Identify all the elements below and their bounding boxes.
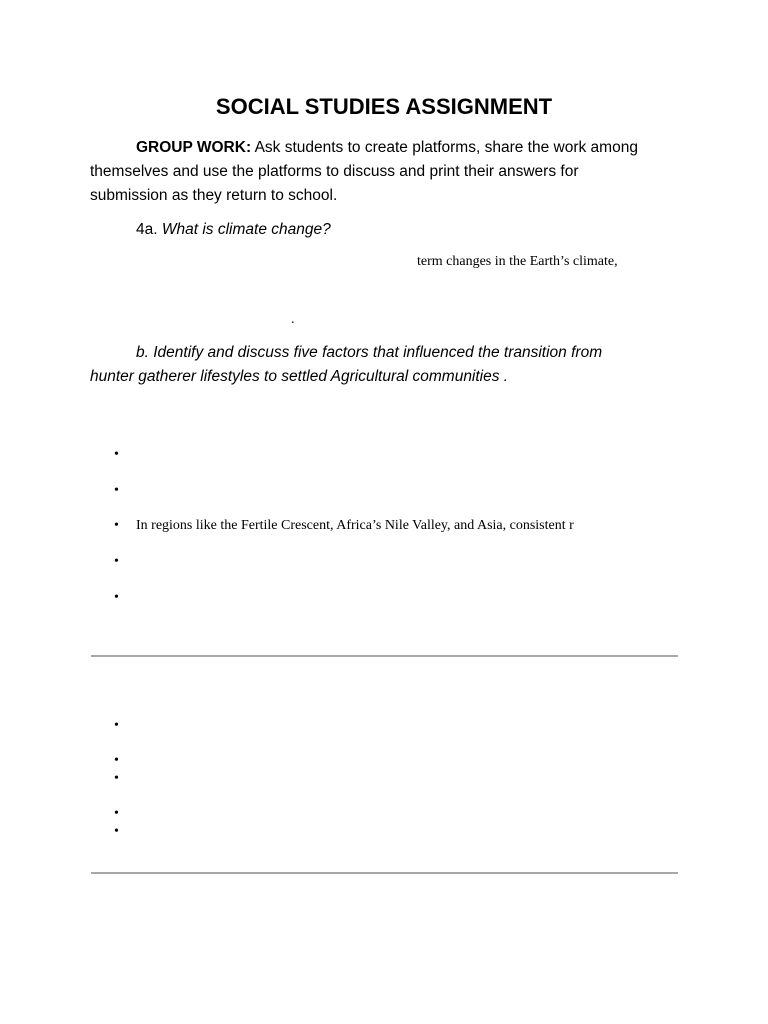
question-b-line-2: hunter gatherer lifestyles to settled Agricultural communities . [90,368,509,385]
question-b-line-1: b. Identify and discuss five factors that influenced the transition from [136,344,603,361]
question-4a [136,221,331,239]
bullet-item: In regions like the Fertile Crescent, Africa’s Nile Valley, and Asia, consistent r [136,518,574,533]
bullet-marker: • [114,771,119,786]
bullet-marker: • [114,483,119,498]
bullet-marker: • [114,590,119,605]
intro-line-2: themselves and use the platforms to discuss and print their answers for [90,163,579,180]
bullet-marker: • [114,554,119,569]
answer-4a-fragment: term changes in the Earth’s climate, [417,254,618,269]
bullet-marker: • [114,806,119,821]
intro-line-3: submission as they return to school. [90,187,338,204]
stray-period: . [291,312,295,327]
intro-text-1: Ask students to create platforms, share the work among [254,139,638,156]
group-work-label: GROUP WORK: [136,139,252,156]
bullet-marker: • [114,718,119,733]
bullet-marker: • [114,518,119,533]
bullet-marker: • [114,753,119,768]
horizontal-divider [91,655,678,657]
bullet-marker: • [114,447,119,462]
horizontal-divider [91,872,678,874]
page-title: SOCIAL STUDIES ASSIGNMENT [215,94,553,119]
question-4a-text: What is climate change? [161,221,331,238]
intro-line-1 [136,139,638,157]
bullet-marker: • [114,824,119,839]
question-4a-number: 4a. [136,221,158,238]
